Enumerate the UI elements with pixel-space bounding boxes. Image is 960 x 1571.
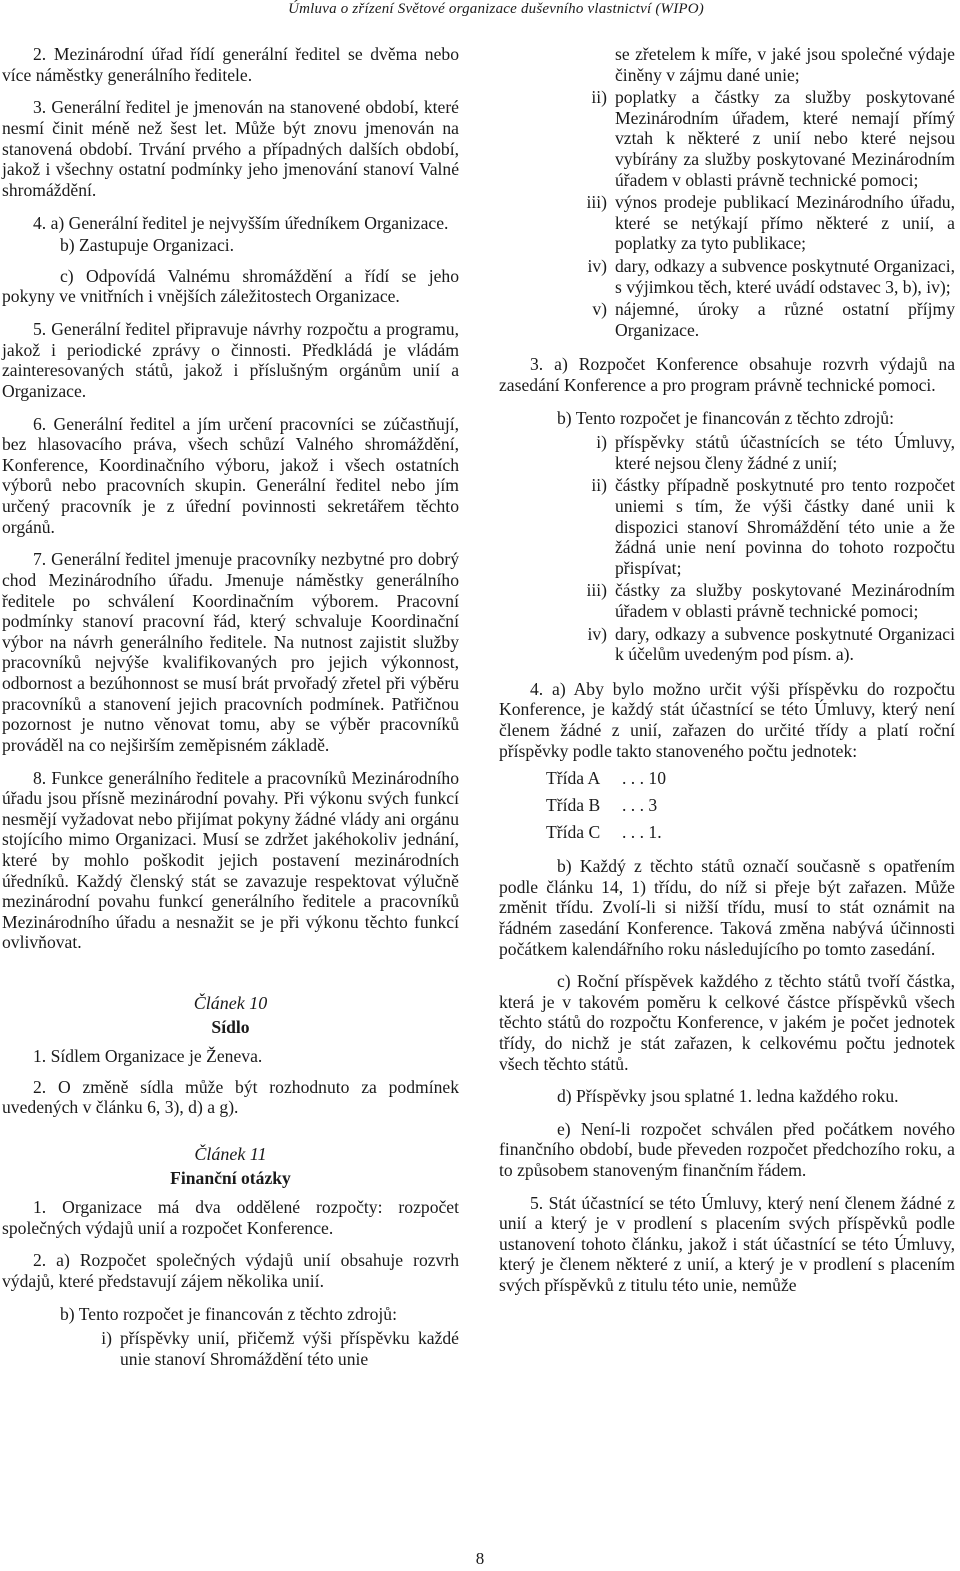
list-item-text: se zřetelem k míře, v jaké jsou společné výdaje činěny v zájmu dané unie;: [615, 44, 955, 85]
paragraph-9-7: 7. Generální ředitel jmenuje pracovníky nezbytné pro dobrý chod Mezinárodního úřadu. Jmenuje náměstky generálního ředitele po schválení Koordinačním výborem. Pracovní podmínky stanoví pracovní řád, který schvaluje Koordinační výbor na návrh generálního ředitele. Na nutnost zajistit služby pracovníků nejvýše kvalifikovaných pro jejich výkonnost, odbornost a bezúhonnost se musí brát prvořadý zřetel při výběru pracovníků a stanovení jejich pracovních podmínek. Patřičnou pozornost je nutno věnovat tomu, aby se výběr pracovníků prováděl na co nejširším zeměpisném základě.: [2, 549, 459, 755]
paragraph-9-2: 2. Mezinárodní úřad řídí generální ředitel se dvěma nebo více náměstky generálního ředitele.: [2, 44, 459, 85]
paragraph-11-4a: 4. a) Aby bylo možno určit výši příspěvku do rozpočtu Konference, je každý stát účastnící se této Úmluvy, který není členem žádné z unií, zařazen do určité třídy a platí roční příspěvky podle takto stanoveného počtu jednotek:: [499, 678, 955, 761]
class-name: Třída C: [546, 822, 601, 843]
page-number: 8: [475, 1549, 485, 1568]
class-name: Třída B: [546, 795, 601, 816]
list-item-label: iv): [587, 255, 607, 276]
class-units: . . . 10: [622, 768, 666, 789]
list-item: [499, 432, 955, 473]
list-item-label: ii): [591, 87, 607, 108]
list-item-text: dary, odkazy a subvence poskytnuté Organizaci, s výjimkou těch, které uvádí odstavec 3, b), iv);: [615, 255, 955, 297]
paragraph-9-3: 3. Generální ředitel je jmenován na stanovené období, které nesmí činit méně než šest let. Může být znovu jmenován na stanovená období. Trvání prvého a případných dalších období, jakož i všechny ostatní podmínky jeho jmenování stanoví Valné shromáždění.: [2, 97, 459, 200]
paragraph-11-4e: e) Není-li rozpočet schválen před počátkem nového finančního období, bude převeden rozpočet předchozího roku, a to způsobem stanoveným finančním řádem.: [499, 1118, 955, 1180]
paragraph-11-3b: b) Tento rozpočet je financován z těchto zdrojů:: [557, 407, 894, 428]
list-item-text: příspěvky států účastnících se této Úmluvy, které nejsou členy žádné z unií;: [615, 432, 955, 473]
list-item-text: částky za služby poskytované Mezinárodním úřadem v oblasti právně technické pomoci;: [615, 580, 955, 622]
list-item-label: iv): [587, 623, 607, 644]
list-item: [499, 299, 955, 340]
paragraph-9-4c: c) Odpovídá Valnému shromáždění a řídí se jeho pokyny ve vnitřních i vnějších záležitostech Organizace.: [2, 265, 459, 307]
class-units: . . . 1.: [622, 822, 662, 843]
article-11-title: Finanční otázky: [170, 1168, 291, 1189]
paragraph-10-2: 2. O změně sídla může být rozhodnuto za podmínek uvedených v článku 6, 3), d) a g).: [2, 1076, 459, 1118]
list-item: [499, 44, 955, 85]
list-item-text: dary, odkazy a subvence poskytnuté Organizaci k účelům uvedeným pod písm. a).: [615, 623, 955, 665]
class-row: [546, 792, 955, 819]
paragraph-11-1: 1. Organizace má dva oddělené rozpočty: rozpočet společných výdajů unií a rozpočet Konference.: [2, 1197, 459, 1238]
list-item-text: poplatky a částky za služby poskytované Mezinárodním úřadem, které nemají přímý vztah k některé z unií nebo které nejsou vybírány za služby poskytované Mezinárodním úřadem v oblasti právně technické pomoci;: [615, 87, 955, 190]
list-item-text: příspěvky unií, přičemž výši příspěvku každé unie stanoví Shromáždění této unie: [120, 1328, 459, 1369]
list-item: [499, 624, 955, 665]
list-item: [499, 192, 955, 254]
list-item-label: v): [592, 299, 607, 320]
article-11-number: Článek 11: [194, 1143, 267, 1164]
list-item-label: ii): [591, 475, 607, 496]
paragraph-9-6: 6. Generální ředitel a jím určení pracovníci se zúčastňují, bez hlasovacího práva, všech schůzí Valného shromáždění, Konference, Koordinačního výboru, jakož i všech ostatních výborů nebo pracovních skupin. Generální ředitel nebo jím určený pracovník je z úřední povinnosti sekretářem těchto orgánů.: [2, 413, 459, 537]
paragraph-9-4b: b) Zastupuje Organizaci.: [60, 235, 235, 256]
left-column: [2, 44, 459, 1372]
paragraph-9-5: 5. Generální ředitel připravuje návrhy rozpočtu a programu, jakož i periodické zprávy o činnosti. Předkládá je vládám zainteresovaných států, jakož i příslušným orgánům unií a Organizace.: [2, 319, 459, 401]
list-item-label: [499, 44, 615, 85]
paragraph-11-4c: c) Roční příspěvek každého z těchto států tvoří částka, která je v takovém poměru k celkové částce příspěvků všech těchto států do rozpočtu Konference, v jakém je počet jednotek třídy, do nichž je stát zařazen, k celkovému počtu jednotek všech těchto států.: [499, 971, 955, 1074]
list-item: [499, 580, 955, 621]
paragraph-9-4a: 4. a) Generální ředitel je nejvyšším úředníkem Organizace.: [33, 212, 449, 233]
class-row: [546, 819, 955, 846]
class-table: [546, 765, 955, 846]
list-item-label: i): [596, 432, 607, 453]
paragraph-9-8: 8. Funkce generálního ředitele a pracovníků Mezinárodního úřadu jsou přísně mezinárodní povahy. Při výkonu svých funkcí nesmějí vyžadovat nebo přijímat pokyny žádné vlády ani orgánu stojícího mimo Organizaci. Musí se zdržet jakéhokoliv jednání, které by mohlo poškodit jejich postavení mezinárodních úředníků. Každý členský stát se zavazuje respektovat výlučně mezinárodní povahu funkcí generálního ředitele a pracovníků Mezinárodního úřadu a nesnažit se je při výkonu těchto funkcí ovlivňovat.: [2, 767, 459, 953]
class-units: . . . 3: [622, 795, 658, 816]
article-10-title: Sídlo: [211, 1017, 250, 1038]
list-item: [2, 1328, 459, 1369]
class-name: Třída A: [546, 768, 601, 789]
paragraph-11-2b: b) Tento rozpočet je financován z těchto zdrojů:: [60, 1303, 397, 1324]
list-item: [499, 256, 955, 297]
running-header: Úmluva o zřízení Světové organizace duševního vlastnictví (WIPO): [288, 1, 704, 17]
class-row: [546, 765, 955, 792]
list-item-label: iii): [586, 580, 607, 601]
list-item: [499, 87, 955, 190]
paragraph-11-3a: 3. a) Rozpočet Konference obsahuje rozvrh výdajů na zasedání Konference a pro program právně technické pomoci.: [499, 354, 955, 395]
paragraph-11-5: 5. Stát účastnící se této Úmluvy, který není členem žádné z unií a který je v prodlení s placením svých příspěvků podle ustanovení tohoto článku, jakož i stát účastnící se této Úmluvy, který je členem některé z unií, a který je v prodlení s placením svých příspěvků z titulu této unie, nemůže: [499, 1192, 955, 1295]
article-10-number: Článek 10: [193, 992, 268, 1013]
paragraph-11-4d: d) Příspěvky jsou splatné 1. ledna každého roku.: [557, 1086, 899, 1107]
list-item-text: částky případně poskytnuté pro tento rozpočet uniemi s tím, že výši částky dané unii k dispozici stanoví Shromáždění této unie a že žádná unie není povinna do tohoto rozpočtu přispívat;: [615, 475, 955, 578]
right-column: [499, 44, 955, 1308]
list-item-label: i): [101, 1328, 112, 1349]
list-item: [499, 475, 955, 578]
paragraph-11-2a: 2. a) Rozpočet společných výdajů unií obsahuje rozvrh výdajů, které představují zájem několika unií.: [2, 1250, 459, 1291]
list-item-text: výnos prodeje publikací Mezinárodního úřadu, které se netýkají přímo některé z unií, a poplatky za tyto publikace;: [615, 192, 955, 254]
paragraph-10-1: 1. Sídlem Organizace je Ženeva.: [33, 1046, 263, 1067]
list-item-text: nájemné, úroky a různé ostatní příjmy Organizace.: [615, 299, 955, 340]
paragraph-11-4b: b) Každý z těchto států označí současně s opatřením podle článku 14, 1) třídu, do níž si přeje být zařazen. Může změnit třídu. Zvolí-li si nižší třídu, musí to stát oznámit na řádném zasedání Konference. Taková změna nabývá účinnosti počátkem kalendářního roku následujícího po tomto zasedání.: [499, 856, 955, 959]
list-item-label: iii): [586, 192, 607, 213]
